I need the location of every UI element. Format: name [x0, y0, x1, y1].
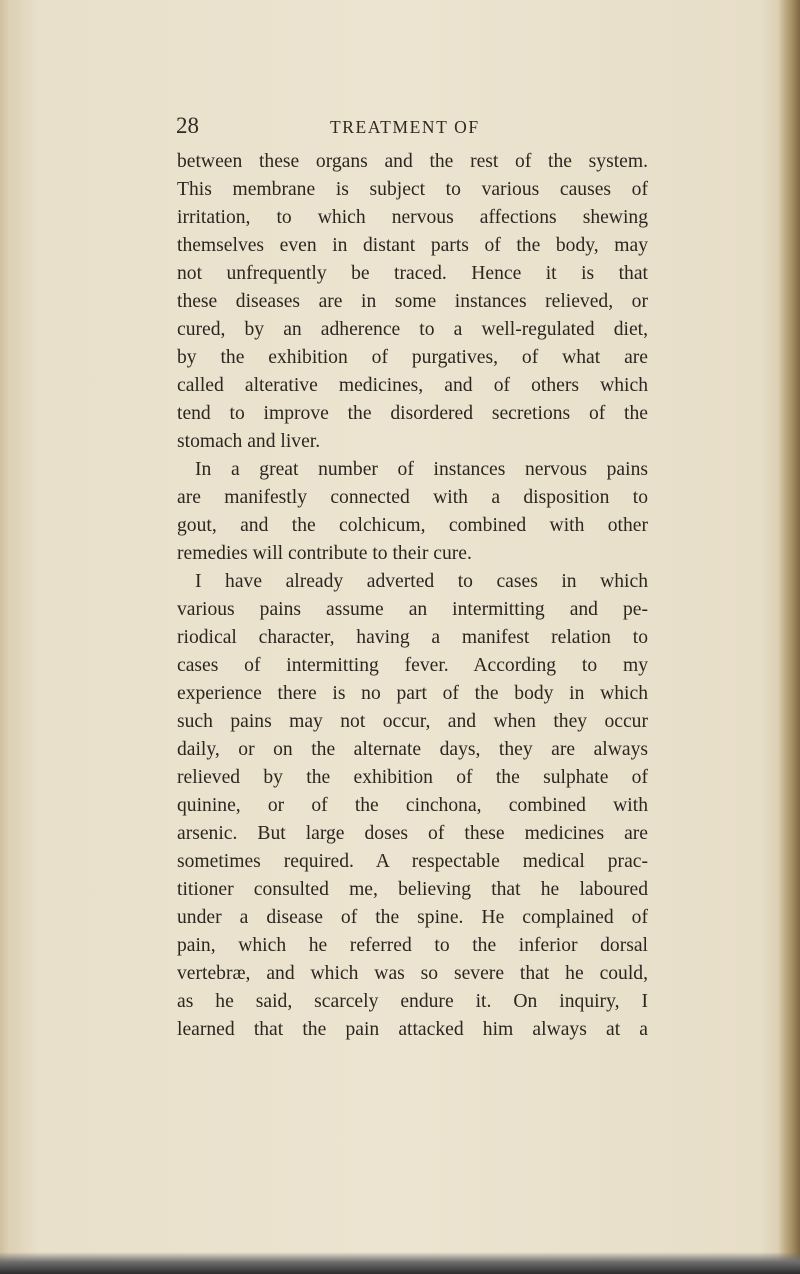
text-line: experience there is no part of the body in which	[177, 683, 648, 704]
text-line: irritation, to which nervous affections shewing	[177, 207, 648, 228]
text-line: learned that the pain attacked him always at a	[177, 1019, 648, 1040]
text-line: remedies will contribute to their cure.	[177, 543, 472, 564]
text-line: quinine, or of the cinchona, combined with	[177, 795, 648, 816]
text-line: daily, or on the alternate days, they are always	[177, 739, 648, 760]
page-right-edge	[778, 0, 800, 1274]
text-line: In a great number of instances nervous pains	[195, 459, 648, 480]
running-head: TREATMENT OF	[330, 117, 480, 137]
text-line: cured, by an adherence to a well-regulated diet,	[177, 319, 648, 340]
text-line: not unfrequently be traced. Hence it is that	[177, 263, 648, 284]
text-line: pain, which he referred to the inferior dorsal	[177, 935, 648, 956]
page-header	[0, 113, 800, 143]
text-line: by the exhibition of purgatives, of what are	[177, 347, 648, 368]
text-line: as he said, scarcely endure it. On inquiry, I	[177, 991, 648, 1012]
text-line: stomach and liver.	[177, 431, 321, 452]
page-bottom-edge	[0, 1252, 800, 1274]
text-line: vertebræ, and which was so severe that he could,	[177, 963, 648, 984]
text-line: such pains may not occur, and when they occur	[177, 711, 648, 732]
text-line: these diseases are in some instances relieved, or	[177, 291, 648, 312]
text-line: cases of intermitting fever. According to my	[177, 655, 648, 676]
text-line: titioner consulted me, believing that he laboured	[177, 879, 648, 900]
text-line: sometimes required. A respectable medical prac-	[177, 851, 648, 872]
text-line: relieved by the exhibition of the sulphate of	[177, 767, 648, 788]
text-line: between these organs and the rest of the system.	[177, 151, 648, 172]
body-text	[177, 148, 648, 1044]
text-line: called alterative medicines, and of others which	[177, 375, 648, 396]
text-line: This membrane is subject to various causes of	[177, 179, 648, 200]
text-line: various pains assume an intermitting and pe-	[177, 599, 648, 620]
text-line: arsenic. But large doses of these medicines are	[177, 823, 648, 844]
text-line: gout, and the colchicum, combined with other	[177, 515, 648, 536]
page-number: 28	[176, 113, 199, 138]
text-line: tend to improve the disordered secretions of the	[177, 403, 648, 424]
text-line: under a disease of the spine. He complained of	[177, 907, 648, 928]
page-left-edge	[0, 0, 22, 1274]
text-line: themselves even in distant parts of the body, may	[177, 235, 648, 256]
text-line: I have already adverted to cases in which	[195, 571, 648, 592]
text-line: are manifestly connected with a disposition to	[177, 487, 648, 508]
text-line: riodical character, having a manifest relation to	[177, 627, 648, 648]
